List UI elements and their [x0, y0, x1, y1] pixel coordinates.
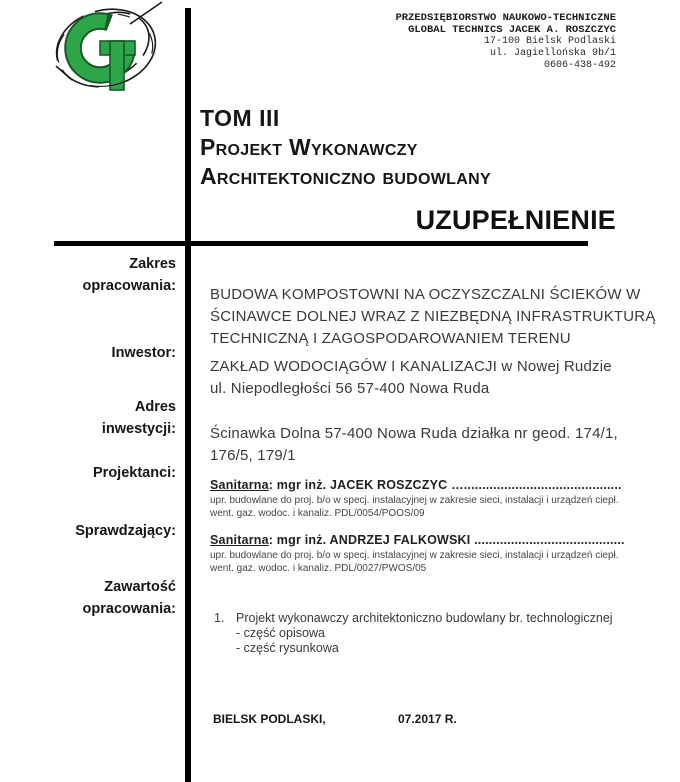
- label-zawartosc-line2: opracowania:: [82, 601, 176, 617]
- verifier-role: Sanitarna: [210, 533, 269, 547]
- site-address-line2: 176/5, 179/1: [210, 447, 296, 464]
- designer-credentials-line1: upr. budowlane do proj. b/o w specj. instalacyjnej w zakresie sieci, instalacji i urządzeń ciepł.: [210, 495, 619, 506]
- scope-line3: TECHNICZNĄ I ZAGOSPODAROWANIEM TERENU: [210, 330, 571, 347]
- verifier-signature-line: [210, 533, 670, 547]
- label-inwestor: Inwestor:: [111, 345, 176, 361]
- volume-title: TOM III: [200, 105, 280, 131]
- verifier-name: : mgr inż. ANDRZEJ FALKOWSKI: [268, 533, 475, 547]
- designer-credentials-line2: went. gaz. wodoc. i kanaliz. PDL/0054/POOS/09: [210, 508, 425, 519]
- label-adres-line1: Adres: [134, 399, 176, 415]
- designer-credentials: [210, 494, 670, 520]
- vertical-rule: [185, 8, 191, 782]
- label-zakres-line1: Zakres: [129, 256, 176, 272]
- company-name-line2: GLOBAL TECHNICS JACEK A. ROSZCZYC: [408, 24, 616, 36]
- verifier-signature-block: [210, 533, 670, 575]
- company-phone: 0606-438-492: [543, 60, 616, 71]
- scope-line2: ŚCINAWCE DOLNEJ WRAZ Z NIEZBĘDNĄ INFRASTRUKTURĄ: [210, 308, 656, 325]
- designer-name: : mgr inż. JACEK ROSZCZYC: [268, 478, 452, 492]
- verifier-credentials-line2: went. gaz. wodoc. i kanaliz. PDL/0027/PWOS/05: [210, 563, 427, 574]
- verifier-credentials-line1: upr. budowlane do proj. b/o w specj. instalacyjnej w zakresie sieci, instalacji i urządzeń ciepł.: [210, 550, 619, 561]
- contents-item-1: [214, 611, 654, 626]
- label-adres-inwestycji: [0, 396, 176, 440]
- designer-signature-dots: …...........................................: [451, 478, 622, 492]
- scope-paragraph: [210, 284, 665, 350]
- investor-line2: ul. Niepodległości 56 57-400 Nowa Ruda: [210, 380, 490, 397]
- horizontal-rule: [54, 241, 588, 246]
- site-address-paragraph: [210, 423, 665, 467]
- verifier-signature-dots: .........................................: [474, 533, 625, 547]
- company-address-line2: ul. Jagiellońska 9b/1: [489, 48, 616, 59]
- designer-role: Sanitarna: [210, 478, 269, 492]
- supplement-title: UZUPEŁNIENIE: [415, 205, 616, 235]
- document-title-block: [200, 104, 491, 191]
- label-adres-line2: inwestycji:: [101, 421, 176, 437]
- verifier-credentials: [210, 549, 670, 575]
- company-address-line1: 17-100 Bielsk Podlaski: [483, 36, 616, 47]
- contents-subitem-2: - część rysunkowa: [236, 641, 339, 655]
- designer-signature-block: [210, 478, 670, 520]
- footer-date-line: [213, 712, 513, 726]
- logo-gt-monogram: [73, 21, 135, 90]
- contents-subitem-1: - część opisowa: [236, 626, 325, 640]
- scope-line1: BUDOWA KOMPOSTOWNI NA OCZYSZCZALNI ŚCIEKÓW W: [210, 286, 641, 303]
- global-technics-logo: [50, 0, 166, 106]
- label-zakres-line2: opracowania:: [82, 278, 176, 294]
- investor-line1: ZAKŁAD WODOCIĄGÓW I KANALIZACJI w Nowej Rudzie: [210, 358, 612, 375]
- company-name-line1: PRZEDSIĘBIORSTWO NAUKOWO-TECHNICZNE: [395, 12, 616, 24]
- investor-paragraph: [210, 356, 665, 400]
- label-zakres-opracowania: [0, 253, 176, 297]
- project-type-title: Projekt Wykonawczy: [200, 134, 418, 160]
- designer-signature-line: [210, 478, 670, 492]
- project-branch-title: Architektoniczno budowlany: [200, 163, 491, 189]
- contents-item-number: 1.: [214, 611, 225, 625]
- site-address-line1: Ścinawka Dolna 57-400 Nowa Ruda działka nr geod. 174/1,: [210, 425, 618, 442]
- label-zawartosc-opracowania: [0, 576, 176, 620]
- company-header: [360, 12, 616, 72]
- label-projektanci: Projektanci:: [93, 465, 176, 481]
- contents-item-text: Projekt wykonawczy architektoniczno budowlany br. technologicznej: [236, 611, 613, 625]
- label-zawartosc-line1: Zawartość: [104, 579, 176, 595]
- footer-city: BIELSK PODLASKI,: [213, 712, 326, 726]
- footer-date: 07.2017 R.: [398, 712, 457, 726]
- label-sprawdzajacy: Sprawdzający:: [75, 523, 176, 539]
- contents-list: [214, 611, 654, 656]
